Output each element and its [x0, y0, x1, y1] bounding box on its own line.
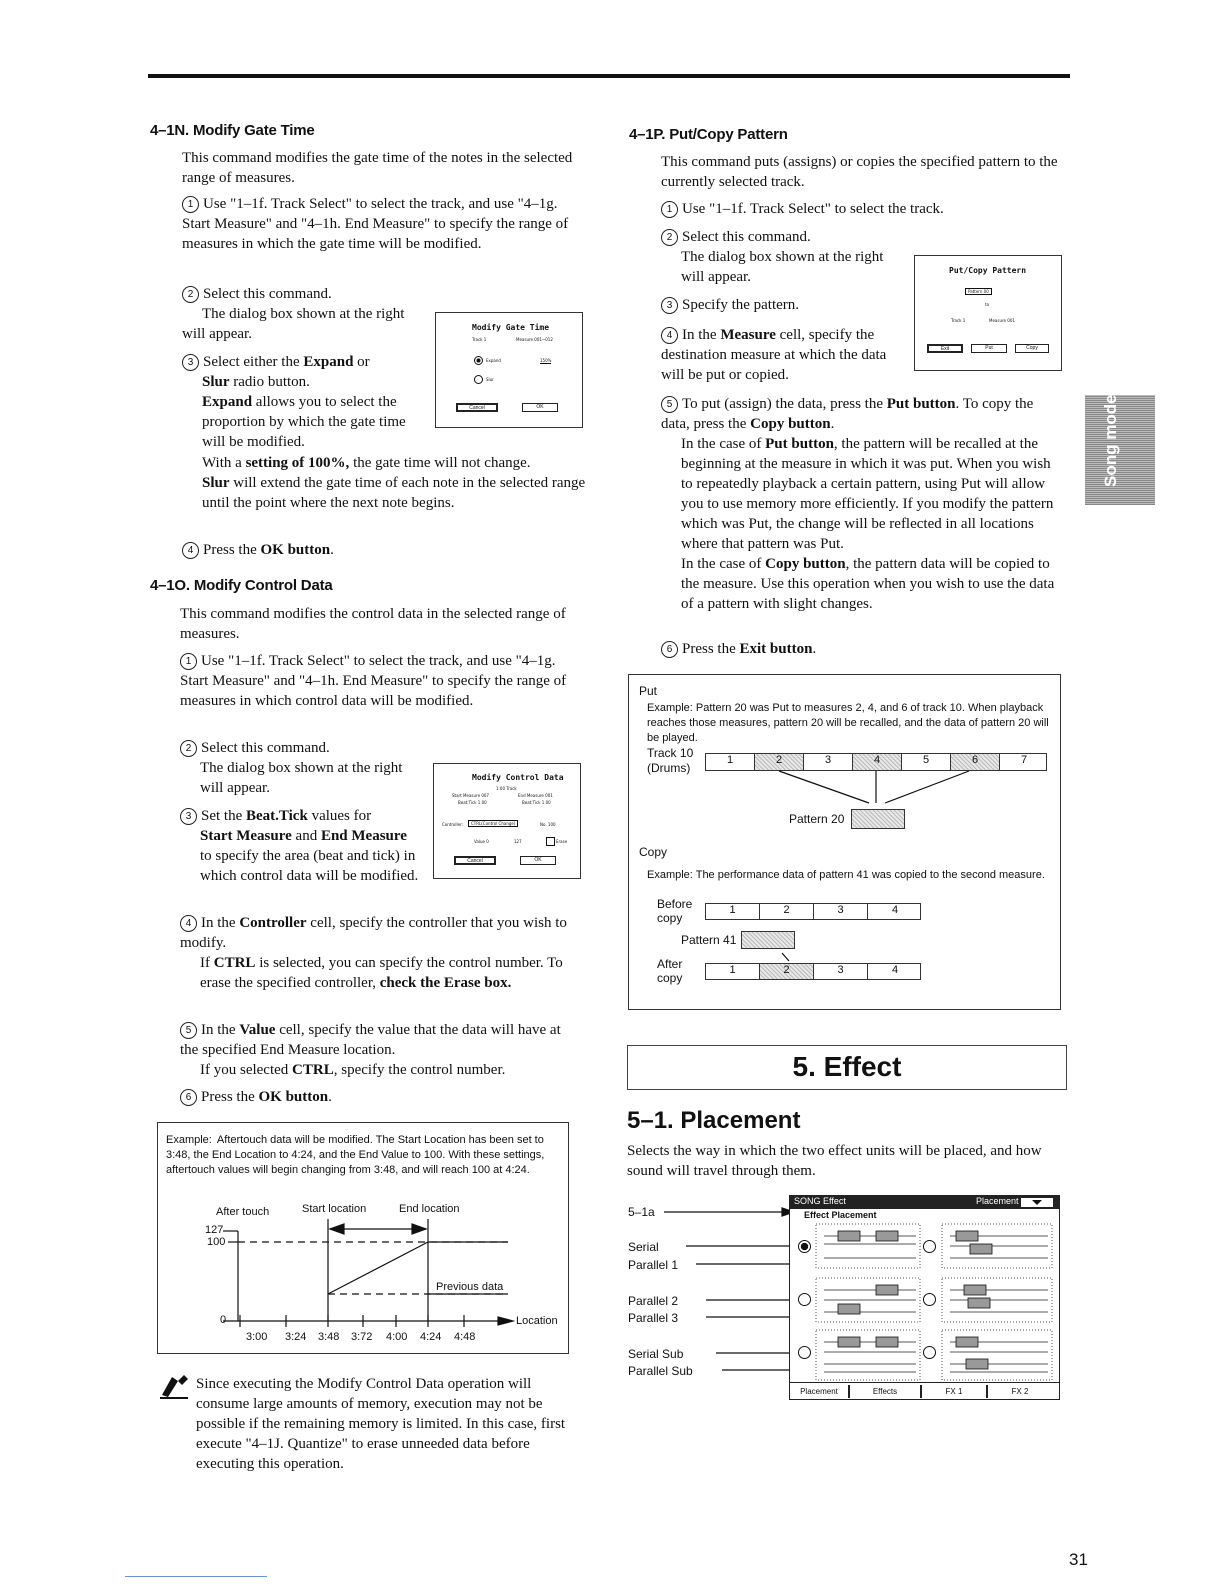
step-3: 3 Select either the Expand or Slur radio button. Expand allows you to select the proportion by which the gate time will be modified. — [182, 352, 412, 452]
placement-routing-diagrams — [790, 1196, 1061, 1401]
step-3: 3 Set the Beat.Tick values for Start Measure and End Measure to specify the area (beat and tick) in which control data will be modified. — [180, 806, 418, 886]
copy-button[interactable]: Copy — [1015, 344, 1049, 353]
measure-field[interactable]: Measure 001 — [989, 318, 1015, 323]
put-example: Example: Pattern 20 was Put to measures 2, 4, and 6 of track 10. When playback reaches those measures, pattern 20 will be recalled, and the data of pattern 20 will be played. — [647, 702, 1049, 744]
section-intro: Selects the way in which the two effect units will be placed, and how sound will travel through them. — [627, 1143, 1042, 1179]
put-copy-pattern-dialog: Put/Copy Pattern Pattern 00 to Track 1 Measure 001 Exit Put Copy — [914, 255, 1062, 371]
step-1: 1 Use "1–1f. Track Select" to select the track, and use "4–1g. Start Measure" and "4–1h. End Measure" to specify the range of measures in which the gate time will be modified. — [182, 196, 569, 252]
measure-cell: 1 — [706, 904, 760, 919]
pattern-select[interactable]: Pattern 00 — [965, 288, 992, 295]
tick-label: 0 — [220, 1314, 227, 1326]
section-intro: This command modifies the gate time of the notes in the selected range of measures. — [182, 150, 573, 186]
measure-cell: 7 — [1020, 754, 1028, 766]
callout-lines — [660, 1190, 800, 1390]
step-number: 2 — [182, 286, 199, 303]
step-2: 2 Select this command. The dialog box shown at the right will appear. — [182, 286, 405, 342]
dialog-title: Modify Gate Time — [472, 323, 550, 332]
step-number: 1 — [180, 653, 197, 670]
tick-label: 4:24 — [420, 1331, 442, 1343]
screen-tab-bar — [790, 1382, 1059, 1400]
step-number: 6 — [180, 1089, 197, 1106]
step-number: 4 — [661, 327, 678, 344]
step-number: 4 — [180, 915, 197, 932]
copy-label: Copy — [639, 845, 668, 859]
erase-checkbox[interactable] — [546, 837, 555, 846]
step-2: 2 Select this command. The dialog box shown at the right will appear. — [661, 227, 906, 287]
before-copy-measures — [705, 903, 921, 920]
callout-label: Parallel 1 — [628, 1258, 679, 1272]
ok-button[interactable]: OK — [520, 856, 556, 865]
pattern-20-block — [851, 809, 905, 829]
bottom-line — [125, 1576, 267, 1577]
measure-cell: 4 — [853, 754, 902, 770]
example-text: Example: Aftertouch data will be modified. The Start Location has been set to 3:48, the End Location to 4:24, and the End Value to 100. With these settings, aftertouch values will begin changing from 3:48, and will reach 100 at 4:24. — [166, 1134, 545, 1176]
dialog-title: Put/Copy Pattern — [949, 266, 1027, 275]
expand-value[interactable]: 150% — [540, 358, 552, 363]
step-number: 5 — [180, 1022, 197, 1039]
measure-cell: 3 — [814, 964, 868, 979]
tick-label: 127 — [205, 1224, 224, 1236]
tick-label: 3:72 — [351, 1331, 373, 1343]
slur-radio[interactable] — [474, 375, 483, 384]
tab-effects[interactable]: Effects — [850, 1385, 922, 1398]
end-location-label: End location — [399, 1203, 460, 1215]
section-title-put-copy-pattern: 4–1P. Put/Copy Pattern — [629, 126, 788, 143]
measure-cell: 1 — [706, 754, 755, 770]
measure-cell: 2 — [760, 964, 814, 979]
value-start[interactable]: Value 0 — [474, 839, 489, 844]
pencil-note-icon — [158, 1373, 190, 1399]
controller-select[interactable]: CTRL(Control Change) — [468, 820, 518, 827]
step-6: 6 Press the OK button. — [180, 1087, 560, 1107]
step-number: 3 — [182, 354, 199, 371]
section-intro: This command puts (assigns) or copies the specified pattern to the currently selected track. — [661, 154, 1058, 190]
measure-cell: 1 — [706, 964, 760, 979]
step-number: 2 — [180, 740, 197, 757]
section-title-modify-control-data: 4–1O. Modify Control Data — [150, 577, 333, 594]
memory-note: Since executing the Modify Control Data operation will consume large amounts of memory, execution may not be possible if the remaining memory is limited. In this case, first execute "4–1J. Quantize" to erase unneeded data before executing this operation. — [196, 1376, 566, 1472]
step-number: 5 — [661, 396, 678, 413]
previous-data-label: Previous data — [436, 1281, 504, 1293]
step-5: 5 In the Value cell, specify the value that the data will have at the specified End Measure location. If you selected CTRL, specify the control number. — [180, 1022, 561, 1078]
callout-label: Parallel Sub — [628, 1364, 693, 1378]
measure-cell: 2 — [755, 754, 804, 770]
measure-cell: 4 — [891, 904, 899, 916]
step-1: 1 Use "1–1f. Track Select" to select the track, and use "4–1g. Start Measure" and "4–1h. End Measure" to specify the range of measures in which control data will be modified. — [180, 653, 567, 709]
dialog-title: Modify Control Data — [472, 773, 564, 782]
step-number: 4 — [182, 542, 199, 559]
measure-cell: 3 — [804, 754, 853, 770]
callout-label: 5–1a — [628, 1205, 655, 1219]
tab-fx1[interactable]: FX 1 — [922, 1385, 988, 1398]
section-title-modify-gate-time: 4–1N. Modify Gate Time — [150, 122, 315, 139]
effect-placement-screen: SONG Effect Placement Effect Placement Placement Effects FX 1 FX 2 — [789, 1195, 1060, 1400]
exit-button[interactable]: Exit — [927, 344, 963, 353]
modify-gate-time-dialog: Modify Gate Time Track 1 Measure 001~012 Expand 150% Slur Cancel OK — [435, 312, 583, 428]
step-4: 4 In the Measure cell, specify the destination measure at which the data will be put or copied. — [661, 327, 887, 383]
step-number: 1 — [661, 201, 678, 218]
copy-example: Example: The performance data of pattern 41 was copied to the second measure. — [647, 869, 1045, 881]
song-mode-side-tab: Song mode — [1085, 395, 1155, 505]
expand-radio[interactable] — [474, 356, 483, 365]
axis-label-location: Location — [516, 1315, 558, 1327]
callout-label: Parallel 3 — [628, 1311, 679, 1325]
tick-label: 4:00 — [386, 1331, 408, 1343]
cancel-button[interactable]: Cancel — [456, 403, 498, 412]
step-4: 4 In the Controller cell, specify the controller that you wish to modify. If CTRL is selected, you can specify the control number. To erase the specified controller, check the Erase box. — [180, 915, 567, 991]
tick-label: 3:48 — [318, 1331, 340, 1343]
section-intro: This command modifies the control data in the selected range of measures. — [180, 606, 566, 642]
put-label: Put — [639, 684, 658, 698]
tick-label: 3:00 — [246, 1331, 268, 1343]
put-button[interactable]: Put — [971, 344, 1007, 353]
modify-control-data-dialog: Modify Control Data 1:00 Track Start Measure 007 End Measure 001 Beat:Tick 1.00 Beat:Tick 1.00 Controller: CTRL(Control Change) No. 100 Value 0 127 Erase Cancel OK — [433, 763, 581, 879]
top-rule — [148, 74, 1070, 78]
tab-fx2[interactable]: FX 2 — [1011, 1387, 1029, 1396]
chapter-banner: 5. Effect — [627, 1045, 1067, 1090]
after-copy-measures — [705, 963, 921, 980]
tick-label: 100 — [207, 1236, 226, 1248]
measure-cell: 4 — [891, 964, 899, 976]
value-end[interactable]: 127 — [514, 839, 522, 844]
section-title-placement: 5–1. Placement — [627, 1107, 801, 1134]
callout-label: Serial Sub — [628, 1347, 684, 1361]
pattern-41-block — [741, 931, 795, 949]
step-number: 3 — [661, 297, 678, 314]
step-number: 6 — [661, 641, 678, 658]
step-number: 1 — [182, 196, 199, 213]
measure-cell: 2 — [760, 904, 814, 919]
axis-label-aftertouch: After touch — [216, 1206, 270, 1218]
tick-label: 3:24 — [285, 1331, 307, 1343]
put-copy-diagram: Put Example: Pattern 20 was Put to measures 2, 4, and 6 of track 10. When playback reaches those measures, pattern 20 will be recalled, and the data of pattern 20 will be played. Track 10 (Drums) 1 2 3 4 5 6 7 Pattern 20 Copy Example: The performance data of pattern 41 was copied to the second measure. Before copy 1 2 3 4 Pattern 41 After copy 1 2 3 4 — [628, 674, 1061, 1010]
callout-label: Serial — [628, 1240, 659, 1254]
measure-cell: 3 — [814, 904, 868, 919]
step-number: 3 — [180, 808, 197, 825]
step-number: 2 — [661, 229, 678, 246]
step-2: 2 Select this command. The dialog box shown at the right will appear. — [180, 738, 425, 798]
start-location-label: Start location — [302, 1203, 367, 1215]
control-number[interactable]: No. 100 — [540, 822, 556, 827]
step-6: 6 Press the Exit button. — [661, 639, 1061, 659]
ok-button[interactable]: OK — [522, 403, 558, 412]
step-5: 5 To put (assign) the data, press the Put button. To copy the data, press the Copy button. In the case of Put button, the pattern will be recalled at the beginning at the measure in which it was put. When you wish to repeatedly playback a certain pattern, using Put will allow you to use memory more efficiently. If you modify the pattern which was Put, the change will be reflected in all locations where that pattern was Put. In the case of Copy button, the pattern data will be copied to the measure. Use this operation when you wish to use the data of a pattern with slight changes. — [661, 396, 1055, 612]
step-4: 4 Press the OK button. — [182, 540, 562, 560]
cancel-button[interactable]: Cancel — [454, 856, 496, 865]
measure-cell: 5 — [902, 754, 951, 770]
page-number: 31 — [1069, 1550, 1088, 1569]
put-arrows — [629, 675, 1062, 1011]
tab-placement[interactable]: Placement — [790, 1385, 850, 1398]
step-1: 1 Use "1–1f. Track Select" to select the track. — [661, 199, 1061, 219]
tick-label: 4:48 — [454, 1331, 476, 1343]
measure-cell: 6 — [951, 754, 1000, 770]
aftertouch-example-box — [157, 1122, 569, 1354]
step-3: 3 Specify the pattern. — [661, 295, 906, 315]
callout-label: Parallel 2 — [628, 1294, 679, 1308]
step-3-detail: With a setting of 100%, the gate time will not change. Slur will extend the gate time of each note in the selected range until the point where the next note begins. — [202, 455, 586, 511]
